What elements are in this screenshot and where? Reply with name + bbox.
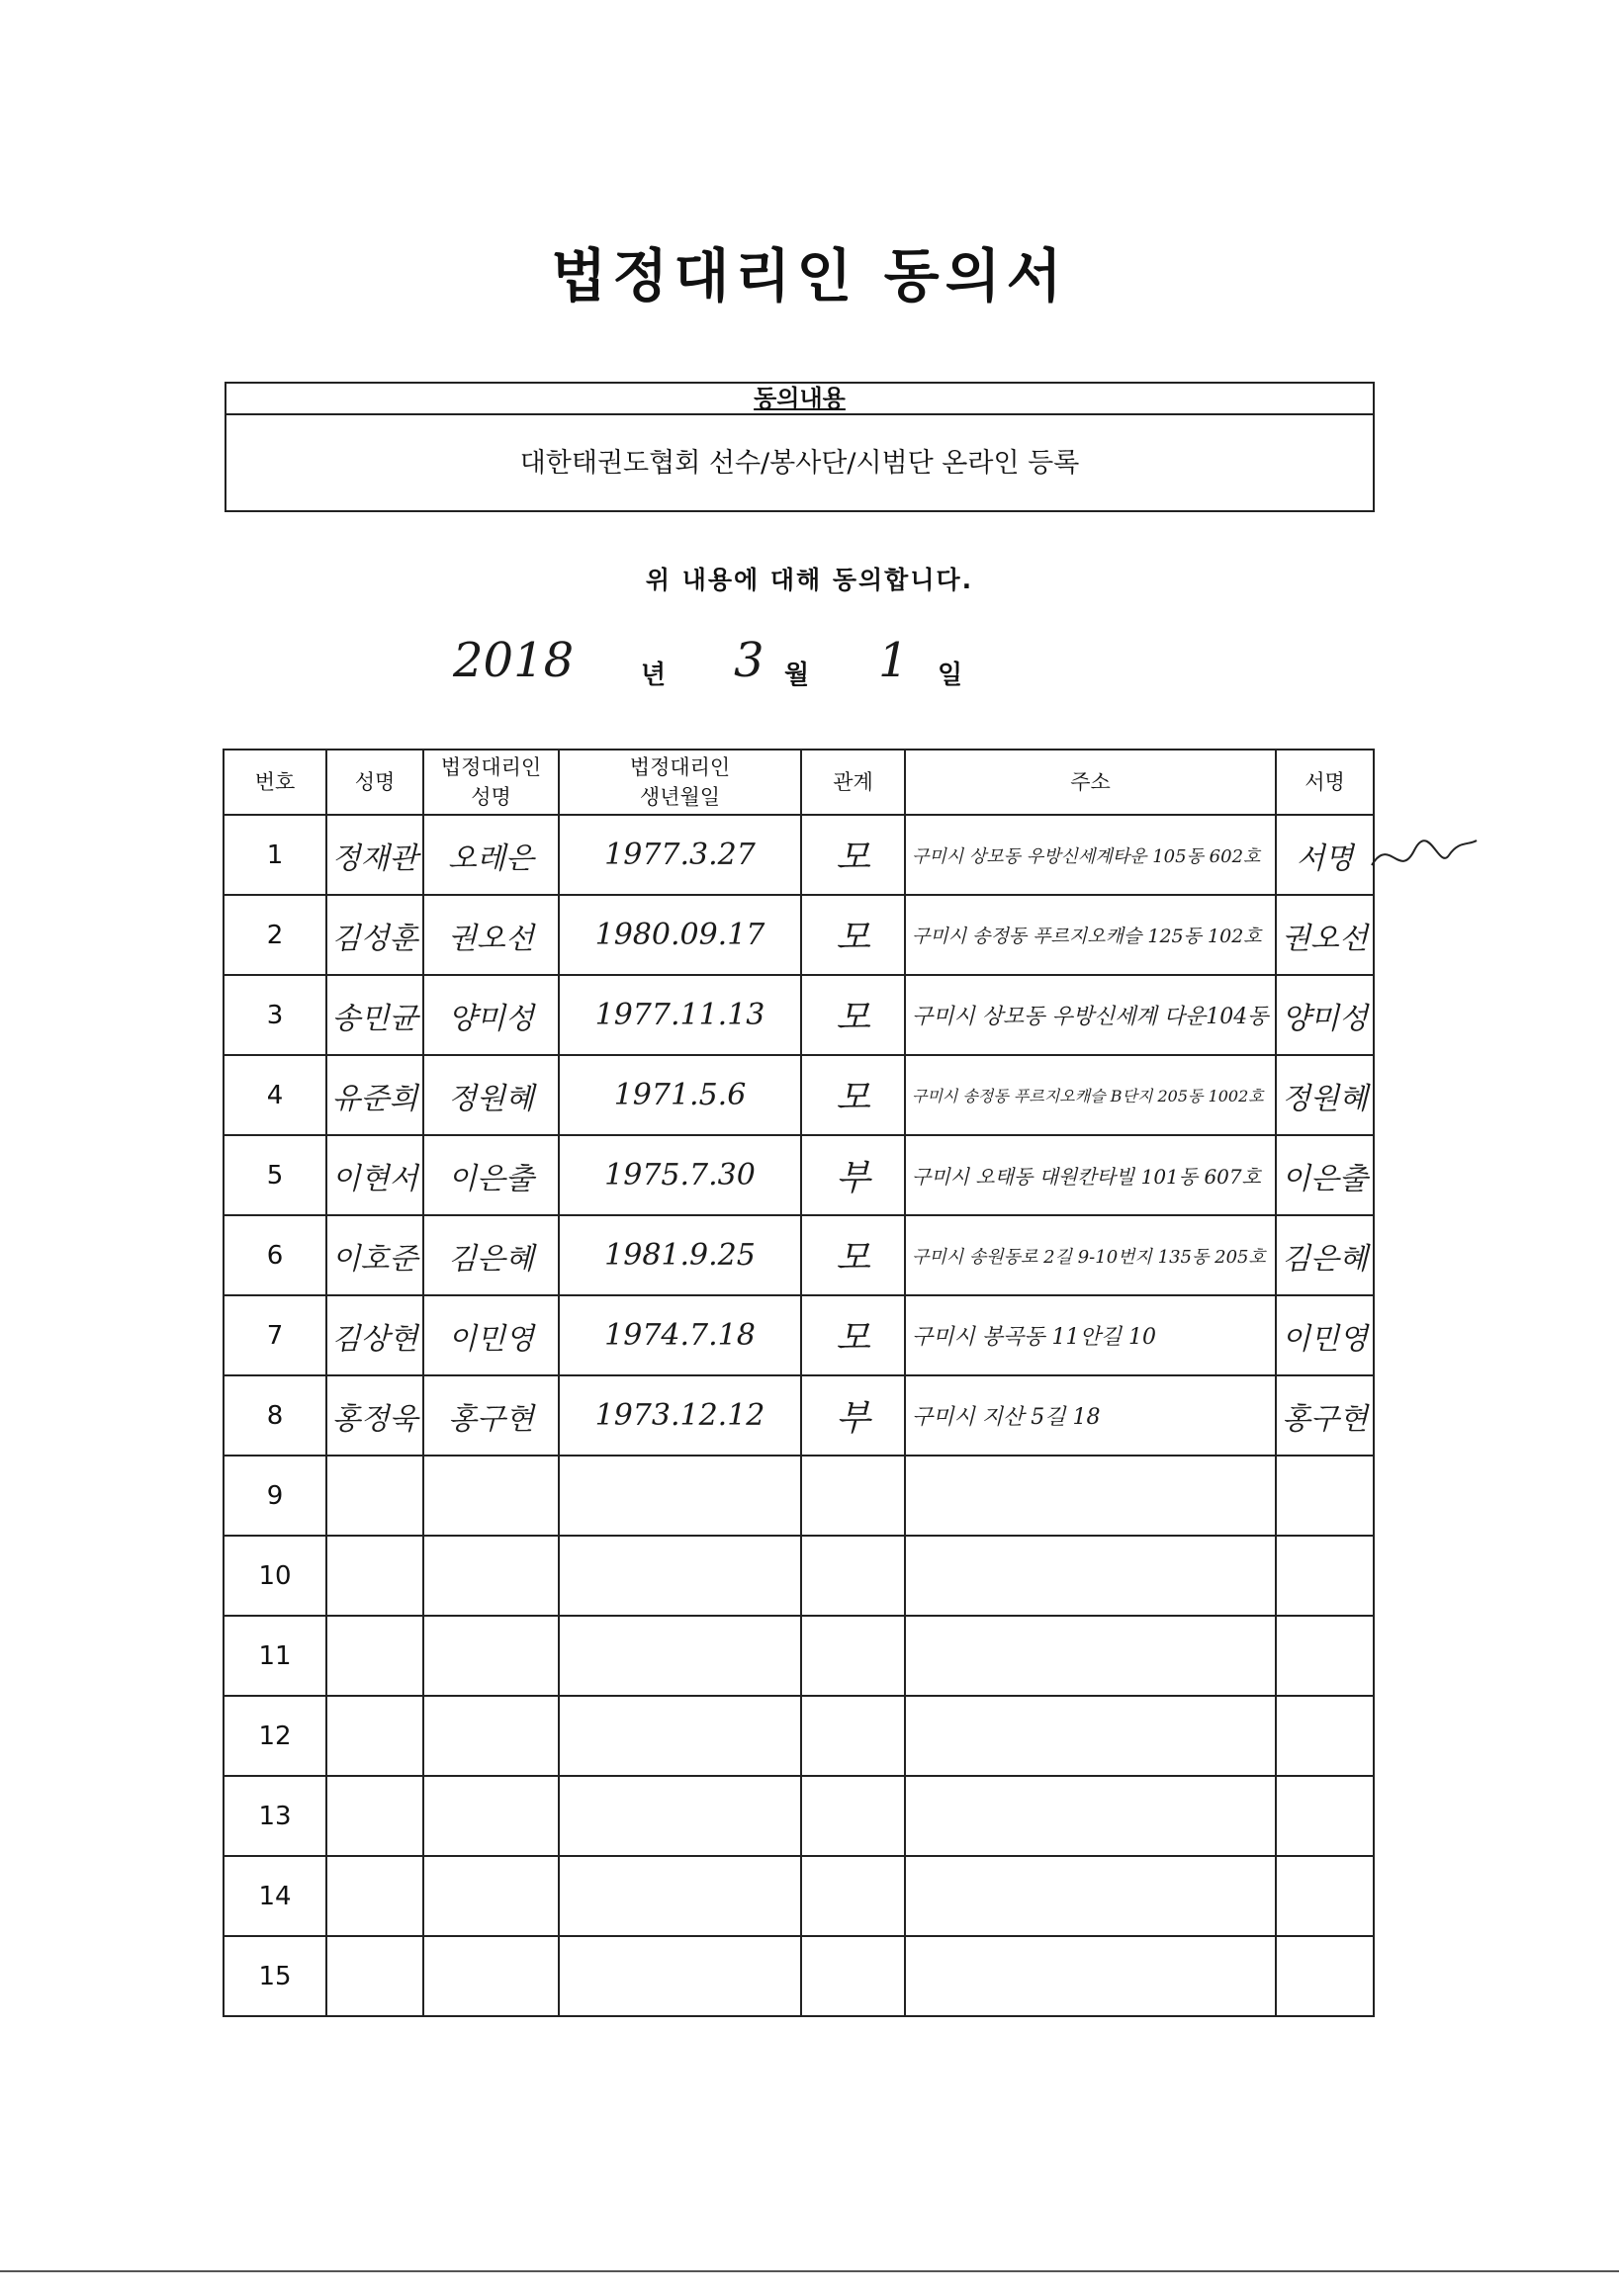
- header-address: 주소: [905, 750, 1276, 815]
- cell-relation: [801, 1776, 905, 1856]
- cell-no: 9: [224, 1456, 326, 1536]
- cell-address: 구미시 송원동로 2길 9-10번지 135동 205호: [905, 1215, 1276, 1295]
- cell-guardian-birth: 1981.9.25: [559, 1215, 801, 1295]
- table-row: [224, 1696, 1374, 1776]
- header-guardian-birth-line2: 생년월일: [639, 785, 721, 809]
- date-day-unit: 일: [938, 661, 963, 690]
- cell-signature: 정원혜: [1276, 1055, 1374, 1135]
- cell-relation: 모: [801, 815, 905, 895]
- cell-address: [905, 1856, 1276, 1936]
- cell-signature: 이민영: [1276, 1295, 1374, 1375]
- cell-name: 이현서: [326, 1135, 423, 1215]
- cell-relation: 부: [801, 1375, 905, 1456]
- cell-name: [326, 1456, 423, 1536]
- cell-address: [905, 1616, 1276, 1696]
- cell-no: 15: [224, 1936, 326, 2016]
- cell-name: 김성훈: [326, 895, 423, 975]
- cell-relation: 모: [801, 895, 905, 975]
- cell-address: 구미시 송정동 푸르지오캐슬 125동 102호: [905, 895, 1276, 975]
- cell-signature: 양미성: [1276, 975, 1374, 1055]
- cell-guardian-birth: [559, 1456, 801, 1536]
- cell-guardian-name: [423, 1616, 559, 1696]
- table-row: [224, 895, 1374, 975]
- date-month-unit: 월: [784, 661, 810, 690]
- cell-no: 1: [224, 815, 326, 895]
- cell-name: 송민균: [326, 975, 423, 1055]
- cell-guardian-name: 정원혜: [423, 1055, 559, 1135]
- cell-guardian-birth: 1980.09.17: [559, 895, 801, 975]
- table-row: [224, 1536, 1374, 1616]
- cell-relation: 모: [801, 1295, 905, 1375]
- cell-name: [326, 1856, 423, 1936]
- cell-address: [905, 1456, 1276, 1536]
- cell-guardian-name: [423, 1536, 559, 1616]
- table-row: [224, 1456, 1374, 1536]
- consent-header: [226, 384, 1373, 415]
- cell-name: [326, 1536, 423, 1616]
- cell-guardian-birth: [559, 1616, 801, 1696]
- cell-no: 10: [224, 1536, 326, 1616]
- cell-relation: 모: [801, 1215, 905, 1295]
- table-row: [224, 975, 1374, 1055]
- cell-no: 3: [224, 975, 326, 1055]
- cell-address: [905, 1776, 1276, 1856]
- cell-no: 14: [224, 1856, 326, 1936]
- cell-guardian-name: 이은출: [423, 1135, 559, 1215]
- cell-signature: [1276, 1936, 1374, 2016]
- cell-address: 구미시 지산 5길 18: [905, 1375, 1276, 1456]
- cell-name: [326, 1616, 423, 1696]
- table-row: [224, 815, 1374, 895]
- signature-scribble-mark: [1370, 826, 1479, 885]
- cell-guardian-name: [423, 1856, 559, 1936]
- cell-signature: [1276, 1696, 1374, 1776]
- cell-relation: [801, 1696, 905, 1776]
- consent-box: [225, 382, 1375, 512]
- cell-relation: [801, 1456, 905, 1536]
- cell-no: 7: [224, 1295, 326, 1375]
- page-bottom-rule: [0, 2270, 1619, 2272]
- cell-name: 이호준: [326, 1215, 423, 1295]
- cell-guardian-name: 김은혜: [423, 1215, 559, 1295]
- cell-address: 구미시 봉곡동 11안길 10: [905, 1295, 1276, 1375]
- cell-signature: 홍구현: [1276, 1375, 1374, 1456]
- cell-address: [905, 1936, 1276, 2016]
- cell-relation: [801, 1616, 905, 1696]
- agreement-statement: 위 내용에 대해 동의합니다.: [645, 566, 974, 594]
- document-title: 법정대리인 동의서: [551, 242, 1068, 309]
- cell-name: [326, 1776, 423, 1856]
- consent-body: 대한태권도협회 선수/봉사단/시범단 온라인 등록: [519, 448, 1080, 479]
- guardian-roster-table: [223, 749, 1375, 2017]
- cell-relation: 모: [801, 975, 905, 1055]
- cell-name: [326, 1936, 423, 2016]
- table-row: [224, 1135, 1374, 1215]
- cell-signature: 권오선: [1276, 895, 1374, 975]
- cell-address: 구미시 상모동 우방신세계 다운104동: [905, 975, 1276, 1055]
- header-guardian-name-line1: 법정대리인: [440, 755, 542, 779]
- header-guardian-birth-line1: 법정대리인: [629, 755, 731, 779]
- cell-relation: 모: [801, 1055, 905, 1135]
- cell-name: 유준희: [326, 1055, 423, 1135]
- cell-relation: 부: [801, 1135, 905, 1215]
- cell-guardian-birth: [559, 1856, 801, 1936]
- cell-address: [905, 1696, 1276, 1776]
- cell-signature: 김은혜: [1276, 1215, 1374, 1295]
- cell-guardian-name: [423, 1456, 559, 1536]
- cell-guardian-name: [423, 1696, 559, 1776]
- cell-address: [905, 1536, 1276, 1616]
- cell-guardian-name: 홍구현: [423, 1375, 559, 1456]
- cell-no: 11: [224, 1616, 326, 1696]
- cell-guardian-birth: [559, 1936, 801, 2016]
- consent-header-label: 동의내용: [754, 385, 846, 412]
- cell-guardian-name: [423, 1936, 559, 2016]
- cell-guardian-name: 권오선: [423, 895, 559, 975]
- cell-signature: [1276, 1776, 1374, 1856]
- cell-no: 5: [224, 1135, 326, 1215]
- header-guardian-name: [423, 750, 559, 815]
- date-month: 3: [734, 633, 765, 688]
- cell-name: 홍정욱: [326, 1375, 423, 1456]
- cell-no: 2: [224, 895, 326, 975]
- cell-signature: [1276, 1456, 1374, 1536]
- cell-guardian-name: [423, 1776, 559, 1856]
- cell-guardian-name: 이민영: [423, 1295, 559, 1375]
- cell-address: 구미시 송정동 푸르지오캐슬 B단지 205동 1002호: [905, 1055, 1276, 1135]
- table-row: [224, 1616, 1374, 1696]
- cell-guardian-birth: [559, 1696, 801, 1776]
- cell-signature: [1276, 1536, 1374, 1616]
- cell-guardian-birth: 1977.3.27: [559, 815, 801, 895]
- cell-relation: [801, 1936, 905, 2016]
- cell-guardian-birth: 1973.12.12: [559, 1375, 801, 1456]
- cell-address: 구미시 오태동 대원칸타빌 101동 607호: [905, 1135, 1276, 1215]
- table-row: [224, 1856, 1374, 1936]
- cell-no: 13: [224, 1776, 326, 1856]
- table-row: [224, 1776, 1374, 1856]
- cell-no: 12: [224, 1696, 326, 1776]
- cell-signature: [1276, 1856, 1374, 1936]
- cell-guardian-name: 양미성: [423, 975, 559, 1055]
- cell-guardian-birth: 1971.5.6: [559, 1055, 801, 1135]
- cell-guardian-birth: 1977.11.13: [559, 975, 801, 1055]
- header-no: 번호: [224, 750, 326, 815]
- header-guardian-name-line2: 성명: [471, 785, 511, 809]
- table-row: [224, 1295, 1374, 1375]
- cell-guardian-birth: [559, 1776, 801, 1856]
- header-name: 성명: [326, 750, 423, 815]
- table-row: [224, 1215, 1374, 1295]
- cell-relation: [801, 1856, 905, 1936]
- cell-no: 4: [224, 1055, 326, 1135]
- header-signature: 서명: [1276, 750, 1374, 815]
- table-header-row: [224, 750, 1374, 815]
- cell-address: 구미시 상모동 우방신세계타운 105동 602호: [905, 815, 1276, 895]
- date-row: [0, 633, 1619, 712]
- cell-signature: 이은출: [1276, 1135, 1374, 1215]
- header-guardian-birth: [559, 750, 801, 815]
- cell-no: 8: [224, 1375, 326, 1456]
- cell-no: 6: [224, 1215, 326, 1295]
- cell-guardian-birth: [559, 1536, 801, 1616]
- header-relation: 관계: [801, 750, 905, 815]
- cell-name: 김상현: [326, 1295, 423, 1375]
- cell-name: 정재관: [326, 815, 423, 895]
- date-day: 1: [878, 633, 909, 688]
- cell-guardian-name: 오레은: [423, 815, 559, 895]
- cell-guardian-birth: 1975.7.30: [559, 1135, 801, 1215]
- cell-name: [326, 1696, 423, 1776]
- cell-signature: [1276, 1616, 1374, 1696]
- date-year-unit: 년: [641, 661, 667, 690]
- cell-guardian-birth: 1974.7.18: [559, 1295, 801, 1375]
- cell-signature: 서명: [1276, 815, 1374, 895]
- table-row: [224, 1375, 1374, 1456]
- table-row: [224, 1936, 1374, 2016]
- cell-relation: [801, 1536, 905, 1616]
- date-year: 2018: [453, 633, 575, 688]
- table-row: [224, 1055, 1374, 1135]
